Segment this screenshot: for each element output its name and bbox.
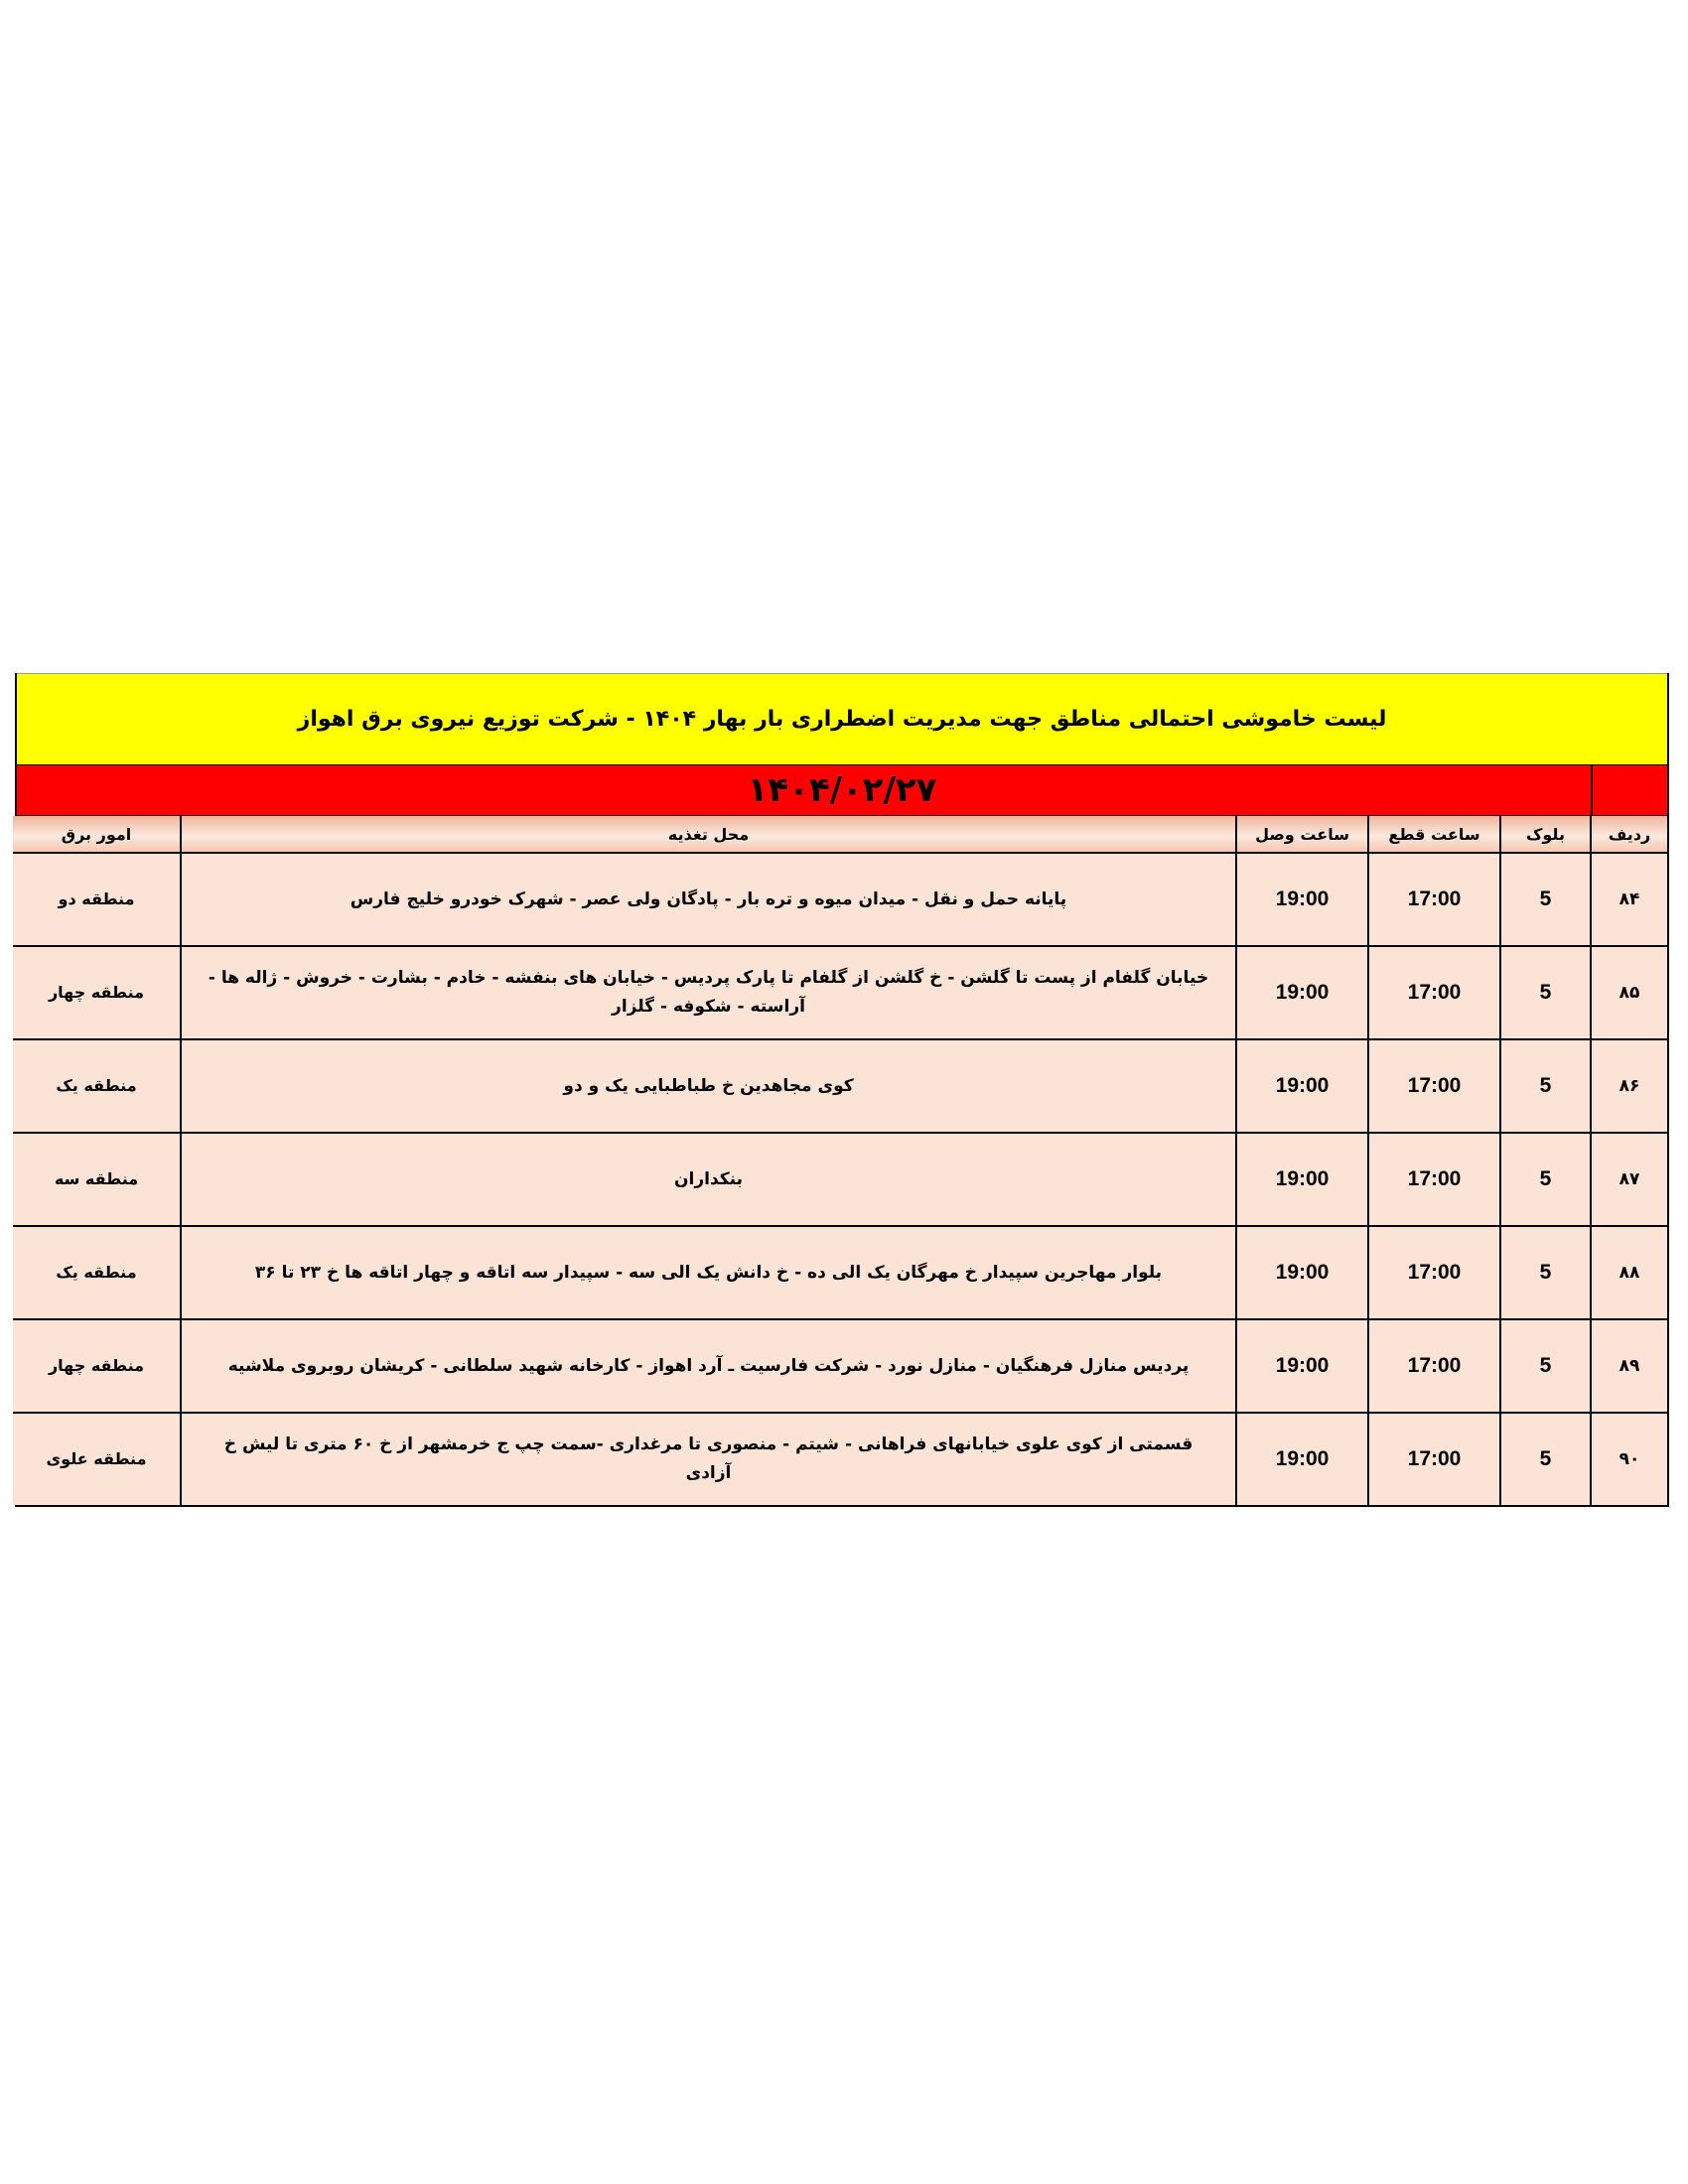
cell-block: 5: [1500, 1133, 1591, 1226]
cell-location: کوی مجاهدین خ طباطبایی یک و دو: [181, 1039, 1236, 1133]
cell-location: خیابان گلفام از پست تا گلشن - خ گلشن از گلفام تا پارک پردیس - خیابان های بنفشه - خادم - بشارت - خروش - ژاله ها - آراسته - شکوفه - گلزار: [181, 946, 1236, 1039]
cell-block: 5: [1500, 1413, 1591, 1505]
cell-cut-time: 17:00: [1368, 1413, 1500, 1505]
cell-block: 5: [1500, 1039, 1591, 1133]
cell-radif: ۸۴: [1591, 853, 1667, 946]
cell-block: 5: [1500, 946, 1591, 1039]
cell-connect-time: 19:00: [1236, 1413, 1368, 1505]
cell-location: بلوار مهاجرین سپیدار خ مهرگان یک الی ده - خ دانش یک الی سه - سپیدار سه اتاقه و چهار اتاقه ها خ ۲۳ تا ۳۶: [181, 1226, 1236, 1319]
cell-connect-time: 19:00: [1236, 946, 1368, 1039]
cell-cut-time: 17:00: [1368, 1226, 1500, 1319]
table-row: [13, 853, 1667, 946]
cell-area: منطقه چهار: [13, 1319, 181, 1413]
cell-connect-time: 19:00: [1236, 1133, 1368, 1226]
table-row: [13, 1226, 1667, 1319]
header-block: بلوک: [1500, 816, 1591, 853]
cell-area: منطقه یک: [13, 1226, 181, 1319]
cell-cut-time: 17:00: [1368, 1133, 1500, 1226]
cell-block: 5: [1500, 1319, 1591, 1413]
cell-radif: ۸۹: [1591, 1319, 1667, 1413]
header-connect-time: ساعت وصل: [1236, 816, 1368, 853]
header-radif: ردیف: [1591, 816, 1667, 853]
table-row: [13, 1319, 1667, 1413]
cell-connect-time: 19:00: [1236, 1319, 1368, 1413]
cell-radif: ۸۷: [1591, 1133, 1667, 1226]
cell-radif: ۸۵: [1591, 946, 1667, 1039]
outage-table: [13, 816, 1667, 1505]
cell-location: بنکداران: [181, 1133, 1236, 1226]
cell-cut-time: 17:00: [1368, 1039, 1500, 1133]
cell-location: قسمتی از کوی علوی خیابانهای فراهانی - شیتم - منصوری تا مرغداری -سمت چپ ج خرمشهر از خ ۶۰ متری تا لیش خ آزادی: [181, 1413, 1236, 1505]
table-row: [13, 1413, 1667, 1505]
cell-cut-time: 17:00: [1368, 946, 1500, 1039]
cell-area: منطقه دو: [13, 853, 181, 946]
cell-radif: ۹۰: [1591, 1413, 1667, 1505]
outage-sheet: [15, 673, 1669, 1507]
header-area: امور برق: [13, 816, 181, 853]
table-row: [13, 946, 1667, 1039]
header-location: محل تغذیه: [181, 816, 1236, 853]
date-banner: [17, 764, 1667, 816]
sheet-title: لیست خاموشی احتمالی مناطق جهت مدیریت اضطراری بار بهار ۱۴۰۴ - شرکت توزیع نیروی برق اهواز: [17, 673, 1667, 764]
cell-connect-time: 19:00: [1236, 853, 1368, 946]
date-label: ۱۴۰۴/۰۲/۲۷: [747, 770, 937, 810]
header-cut-time: ساعت قطع: [1368, 816, 1500, 853]
cell-radif: ۸۶: [1591, 1039, 1667, 1133]
header-row: [13, 816, 1667, 853]
table-row: [13, 1133, 1667, 1226]
cell-block: 5: [1500, 853, 1591, 946]
cell-area: منطقه سه: [13, 1133, 181, 1226]
table-row: [13, 1039, 1667, 1133]
date-banner-corner-cell: [1591, 765, 1667, 815]
cell-cut-time: 17:00: [1368, 853, 1500, 946]
cell-connect-time: 19:00: [1236, 1226, 1368, 1319]
cell-connect-time: 19:00: [1236, 1039, 1368, 1133]
cell-block: 5: [1500, 1226, 1591, 1319]
cell-cut-time: 17:00: [1368, 1319, 1500, 1413]
cell-area: منطقه چهار: [13, 946, 181, 1039]
cell-location: پردیس منازل فرهنگیان - منازل نورد - شرکت فارسیت ـ آرد اهواز - کارخانه شهید سلطانی - کریشان روبروی ملاشیه: [181, 1319, 1236, 1413]
cell-area: منطقه علوی: [13, 1413, 181, 1505]
cell-area: منطقه یک: [13, 1039, 181, 1133]
cell-radif: ۸۸: [1591, 1226, 1667, 1319]
cell-location: پایانه حمل و نقل - میدان میوه و تره بار - پادگان ولی عصر - شهرک خودرو خلیج فارس: [181, 853, 1236, 946]
